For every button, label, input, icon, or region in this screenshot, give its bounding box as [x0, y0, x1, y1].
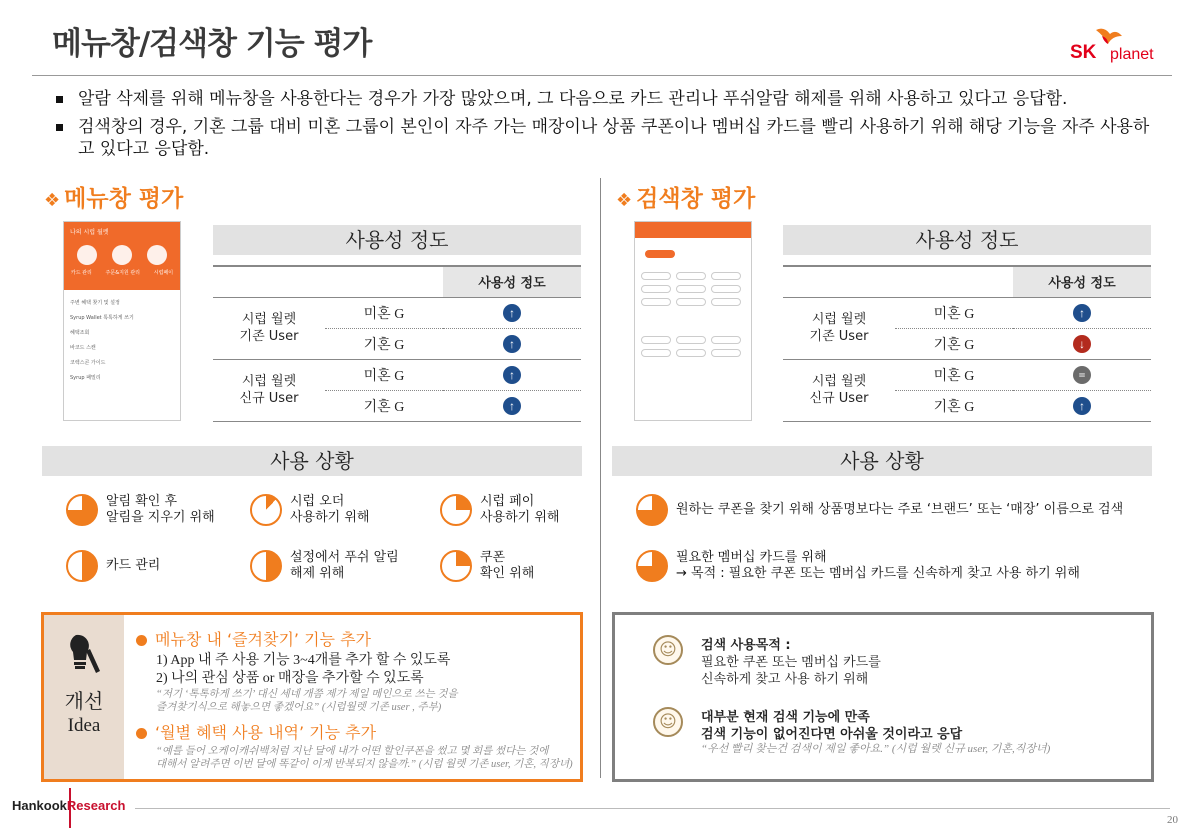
phone-tag	[711, 272, 741, 280]
table-header-usability: 사용성 정도	[1013, 266, 1151, 297]
idea-item-title	[136, 627, 576, 650]
brand-part: Hankook	[12, 798, 67, 813]
search-usability-table	[783, 265, 1151, 422]
phone-icon-label: 주문&지원 관리	[105, 270, 141, 276]
table-group-label: 시럽 월렛 기존 User	[783, 297, 895, 359]
hankook-research-logo	[12, 798, 125, 813]
table-header-blank	[213, 266, 325, 297]
menu-usability-table	[213, 265, 581, 422]
phone-menu-item: 바코드 스캔	[70, 345, 96, 351]
footer-divider	[135, 808, 1170, 809]
table-header-blank	[783, 266, 895, 297]
search-section-title	[616, 180, 755, 213]
table-arrow-cell	[1013, 297, 1151, 328]
smiley-icon: ☺	[653, 635, 683, 665]
table-sub-label: 미혼 G	[895, 297, 1013, 328]
usage-text: 시럽 오더 사용하기 위해	[290, 494, 370, 525]
idea-label-panel	[44, 615, 124, 779]
phone-icon-labels	[64, 269, 180, 276]
search-purpose-title: 검색 사용목적 :	[701, 638, 791, 653]
order-icon	[112, 245, 132, 265]
usage-text: 알림 확인 후 알림을 지우기 위해	[106, 494, 215, 525]
phone-tag-grid	[641, 336, 745, 357]
phone-menu-item: 코렉스콘 가이드	[70, 360, 106, 366]
table-sub-label: 기혼 G	[895, 328, 1013, 359]
pie-chart-icon	[66, 494, 98, 526]
table-group-label: 시럽 월렛 기존 User	[213, 297, 325, 359]
lightbulb-pencil-icon	[62, 631, 102, 677]
phone-menu-list	[64, 290, 180, 421]
vertical-divider	[600, 178, 601, 778]
search-satisfaction-title: 대부분 현재 검색 기능에 만족 검색 기능이 없어진다면 아쉬울 것이라고 응답	[701, 710, 963, 742]
menu-section-title	[44, 180, 183, 213]
search-phone-screenshot	[634, 221, 752, 421]
table-arrow-cell	[1013, 328, 1151, 359]
page-number: 20	[1167, 814, 1178, 826]
phone-tag	[641, 272, 671, 280]
phone-tag	[711, 336, 741, 344]
search-usage-title: 사용 상황	[612, 446, 1152, 476]
arrow-up-icon: ↑	[503, 304, 521, 322]
table-row	[783, 359, 1151, 390]
logo-sk-text: SK	[1070, 42, 1097, 63]
search-satisfaction	[701, 709, 1050, 756]
table-sub-label: 미혼 G	[895, 359, 1013, 390]
pay-icon	[147, 245, 167, 265]
search-usability-title: 사용성 정도	[783, 225, 1151, 255]
idea-label-en: Idea	[67, 715, 101, 736]
idea-box	[41, 612, 583, 782]
menu-usage-item	[66, 494, 241, 526]
summary-bullet: 알람 삭제를 위해 메뉴창을 사용한다는 경우가 가장 많았으며, 그 다음으로 카드 관리나 푸쉬알람 해제를 위해 사용하고 있다고 응답함.	[52, 88, 1162, 110]
phone-tag	[676, 272, 706, 280]
phone-icon-row	[64, 241, 180, 269]
menu-usage-title: 사용 상황	[42, 446, 582, 476]
title-divider	[32, 75, 1172, 76]
phone-tag	[676, 285, 706, 293]
usage-text: 시럽 페이 사용하기 위해	[480, 494, 560, 525]
phone-tag	[711, 349, 741, 357]
phone-menu-item: Syrup 패밀리	[70, 375, 101, 381]
table-header-blank	[325, 266, 443, 297]
idea-item-title-text: ‘월별 혜택 사용 내역’ 기능 추가	[155, 723, 377, 742]
idea-quote: “예를 들어 오케이캐쉬백처럼 지난 달에 내가 어떤 할인쿠폰을 썼고 몇 회를 썼다는 것에 대해서 알려주면 이번 달에 똑같이 이게 반복되지 않을까.” (시럽 월렛 기존 user, 기혼, 직장녀)	[156, 746, 573, 770]
phone-tag	[676, 298, 706, 306]
table-sub-label: 기혼 G	[325, 328, 443, 359]
pie-chart-icon	[636, 494, 668, 526]
pie-chart-icon	[250, 494, 282, 526]
arrow-up-icon: ↑	[503, 335, 521, 353]
search-usage-item	[636, 494, 1176, 526]
usage-text: 카드 관리	[106, 558, 161, 573]
page-title: 메뉴창/검색창 기능 평가	[52, 26, 372, 62]
search-section-title-text: 검색창 평가	[636, 186, 756, 212]
idea-item-title-text: 메뉴창 내 ‘즐겨찾기’ 기능 추가	[155, 630, 371, 649]
bullet-dot-icon	[136, 635, 147, 646]
table-sub-label: 기혼 G	[325, 390, 443, 421]
table-group-label: 시럽 월렛 신규 User	[213, 359, 325, 421]
table-header-row	[213, 266, 581, 297]
phone-menu-item: 혜택조회	[70, 330, 90, 336]
menu-phone-screenshot	[63, 221, 181, 421]
idea-content	[136, 627, 576, 771]
menu-usage-item	[440, 550, 590, 582]
pie-chart-icon	[66, 550, 98, 582]
pie-chart-icon	[440, 550, 472, 582]
table-sub-label: 미혼 G	[325, 359, 443, 390]
phone-tag	[641, 285, 671, 293]
idea-label: 개선	[64, 689, 104, 713]
table-row	[213, 297, 581, 328]
table-header-row	[783, 266, 1151, 297]
phone-icon-label: 카드 관리	[70, 270, 92, 276]
table-arrow-cell	[443, 359, 581, 390]
phone-header-title: 나의 시럽 월렛	[70, 229, 109, 236]
logo-planet-text: planet	[1110, 46, 1154, 63]
pie-chart-icon	[250, 550, 282, 582]
phone-tag	[676, 349, 706, 357]
search-usage-item	[636, 550, 1176, 582]
search-purpose-body: 필요한 쿠폰 또는 멤버십 카드를 신속하게 찾고 사용 하기 위해	[701, 655, 881, 687]
phone-tag	[711, 298, 741, 306]
phone-menu-item: 주변 혜택 찾기 및 설정	[70, 300, 120, 306]
butterfly-logo-icon	[1094, 26, 1124, 46]
menu-usability-title: 사용성 정도	[213, 225, 581, 255]
table-arrow-cell	[443, 297, 581, 328]
table-arrow-cell	[443, 328, 581, 359]
usage-text: 쿠폰 확인 위해	[480, 550, 535, 581]
menu-section-title-text: 메뉴창 평가	[64, 186, 184, 212]
phone-tag-grid	[641, 272, 745, 306]
table-header-blank	[895, 266, 1013, 297]
menu-usage-item	[250, 550, 430, 582]
table-row	[783, 297, 1151, 328]
brand-part: Research	[66, 798, 126, 813]
menu-usage-item	[66, 550, 241, 582]
phone-tag	[676, 336, 706, 344]
menu-usage-item	[440, 494, 590, 526]
arrow-up-icon: ↑	[1073, 304, 1091, 322]
table-sub-label: 미혼 G	[325, 297, 443, 328]
diamond-icon: ❖	[616, 190, 633, 211]
phone-header	[64, 222, 180, 290]
phone-search-bar	[635, 222, 751, 238]
phone-icon-label: 시럽페이	[153, 270, 174, 276]
search-summary-box	[612, 612, 1154, 782]
bullet-dot-icon	[136, 728, 147, 739]
usage-text: 필요한 멤버십 카드를 위해 → 목적 : 필요한 쿠폰 또는 멤버십 카드를 신속하게 찾고 사용 하기 위해	[676, 550, 1080, 581]
table-sub-label: 기혼 G	[895, 390, 1013, 421]
search-satisfaction-quote: “우선 빨리 찾는건 검색이 제일 좋아요.” (시럽 월렛 신규 user, 기혼,직장녀)	[701, 743, 1051, 755]
phone-tag	[641, 336, 671, 344]
smiley-icon: ☺	[653, 707, 683, 737]
table-arrow-cell	[443, 390, 581, 421]
table-group-label: 시럽 월렛 신규 User	[783, 359, 895, 421]
search-purpose	[701, 637, 881, 688]
phone-tag	[641, 349, 671, 357]
arrow-down-icon: ↓	[1073, 335, 1091, 353]
idea-line: 2) 나의 관심 상품 or 매장을 추가할 수 있도록	[156, 671, 424, 686]
phone-tag	[645, 250, 675, 258]
idea-line: 1) App 내 주 사용 기능 3~4개를 추가 할 수 있도록	[156, 653, 451, 668]
equal-icon: =	[1073, 366, 1091, 384]
idea-quote: “저기 ‘톡톡하게 쓰기’ 대신 세네 개쯤 제가 제일 메인으로 쓰는 것을 즐겨찾기식으로 해놓으면 좋겠어요” (시럽월렛 기존 user , 주부)	[156, 689, 458, 713]
phone-search-content	[635, 238, 751, 363]
phone-tag	[711, 285, 741, 293]
usage-text: 원하는 쿠폰을 찾기 위해 상품명보다는 주로 ‘브랜드’ 또는 ‘매장’ 이름으로 검색	[676, 502, 1124, 517]
arrow-up-icon: ↑	[503, 366, 521, 384]
phone-menu-item: Syrup Wallet 톡톡하게 쓰기	[70, 315, 134, 321]
table-row	[213, 359, 581, 390]
table-header-usability: 사용성 정도	[443, 266, 581, 297]
summary-bullets	[52, 88, 1162, 166]
menu-usage-item	[250, 494, 430, 526]
sk-planet-logo	[1070, 26, 1180, 70]
pie-chart-icon	[440, 494, 472, 526]
diamond-icon: ❖	[44, 190, 61, 211]
usage-text: 설정에서 푸쉬 알림 해제 위해	[290, 550, 399, 581]
card-icon	[77, 245, 97, 265]
arrow-up-icon: ↑	[1073, 397, 1091, 415]
summary-bullet: 검색창의 경우, 기혼 그룹 대비 미혼 그룹이 본인이 자주 가는 매장이나 상품 쿠폰이나 멤버십 카드를 빨리 사용하기 위해 해당 기능을 자주 사용하고 있다고 응답함.	[52, 116, 1162, 160]
table-arrow-cell	[1013, 359, 1151, 390]
phone-tag	[641, 298, 671, 306]
table-arrow-cell	[1013, 390, 1151, 421]
idea-item-title	[136, 720, 576, 743]
pie-chart-icon	[636, 550, 668, 582]
arrow-up-icon: ↑	[503, 397, 521, 415]
